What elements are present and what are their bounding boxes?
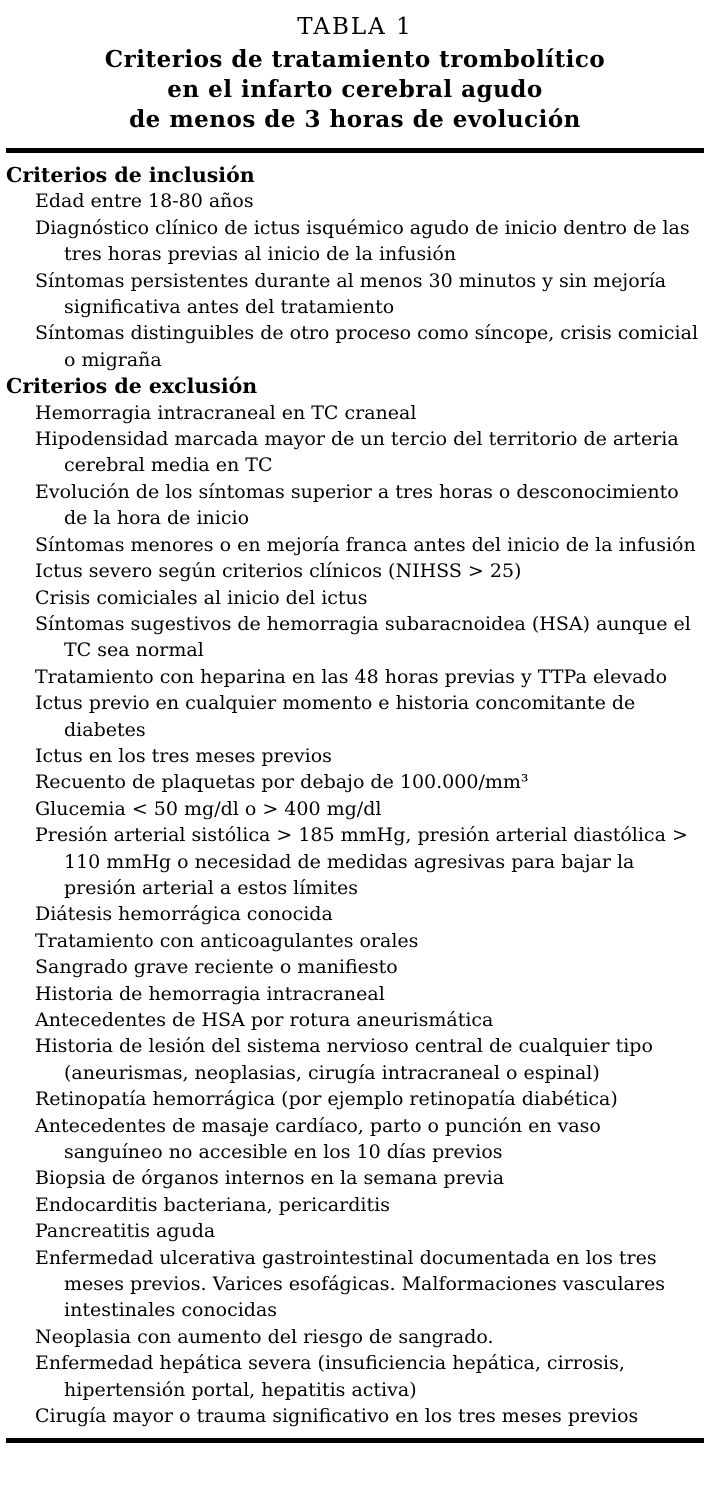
section-heading: Criterios de inclusión xyxy=(6,163,255,187)
criteria-item: Historia de hemorragia intracraneal xyxy=(35,982,385,1005)
criteria-item: Pancreatitis aguda xyxy=(35,1220,216,1243)
criteria-item: Síntomas menores o en mejoría franca antes del inicio de la infusión xyxy=(35,533,696,556)
criteria-item: Presión arterial sistólica > 185 mmHg, presión arterial diastólica > 110 mmHg o necesidad de medidas agresivas para bajar la presión arterial a estos límites xyxy=(35,824,688,899)
criteria-item: Diagnóstico clínico de ictus isquémico agudo de inicio dentro de las tres horas previas al inicio de la infusión xyxy=(35,216,690,266)
criteria-item: Hipodensidad marcada mayor de un tercio del territorio de arteria cerebral media en TC xyxy=(35,428,679,477)
criteria-item: Antecedentes de masaje cardíaco, parto o punción en vaso sanguíneo no accesible en los 10 días previos xyxy=(35,1114,601,1164)
criteria-item: Crisis comiciales al inicio del ictus xyxy=(35,586,368,609)
criteria-item: Neoplasia con aumento del riesgo de sangrado. xyxy=(35,1325,494,1348)
criteria-item: Tratamiento con anticoagulantes orales xyxy=(35,929,419,952)
criteria-item: Biopsia de órganos internos en la semana previa xyxy=(35,1167,505,1190)
criteria-item: Sangrado grave reciente o manifiesto xyxy=(35,956,398,979)
criteria-item: Síntomas sugestivos de hemorragia subaracnoidea (HSA) aunque el TC sea normal xyxy=(35,612,691,662)
table-title-line: de menos de 3 horas de evolución xyxy=(129,106,581,133)
criteria-sections xyxy=(6,162,704,1430)
criteria-item: Enfermedad hepática severa (insuficiencia hepática, cirrosis, hipertensión portal, hepatitis activa) xyxy=(35,1352,625,1401)
table-title-line: en el infarto cerebral agudo xyxy=(167,76,543,103)
bottom-rule xyxy=(6,1438,704,1443)
section-heading: Criterios de exclusión xyxy=(6,374,258,399)
criteria-item: Antecedentes de HSA por rotura aneurismática xyxy=(35,1009,494,1031)
criteria-item: Historia de lesión del sistema nervioso central de cualquier tipo (aneurismas, neoplasias, cirugía intracraneal o espinal) xyxy=(35,1035,653,1084)
criteria-item: Ictus previo en cualquier momento e historia concomitante de diabetes xyxy=(35,692,636,741)
criteria-item: Retinopatía hemorrágica (por ejemplo retinopatía diabética) xyxy=(35,1088,618,1111)
criteria-item: Edad entre 18-80 años xyxy=(35,190,254,213)
top-rule xyxy=(6,148,704,153)
criteria-item: Recuento de plaquetas por debajo de 100.000/mm³ xyxy=(35,771,529,794)
criteria-item: Cirugía mayor o trauma significativo en los tres meses previos xyxy=(35,1405,639,1428)
criteria-item: Síntomas persistentes durante al menos 30 minutos y sin mejoría significativa antes del tratamiento xyxy=(35,269,667,319)
criteria-item: Enfermedad ulcerativa gastrointestinal documentada en los tres meses previos. Varices esofágicas. Malformaciones vasculares intestinales conocidas xyxy=(35,1246,665,1322)
table-title-line: Criterios de tratamiento trombolítico xyxy=(104,46,606,73)
criteria-item: Síntomas distinguibles de otro proceso como síncope, crisis comicial o migraña xyxy=(35,322,699,371)
criteria-item: Glucemia < 50 mg/dl o > 400 mg/dl xyxy=(35,797,382,820)
criteria-item: Hemorragia intracraneal en TC craneal xyxy=(35,401,417,424)
criteria-item: Diátesis hemorrágica conocida xyxy=(35,903,333,926)
criteria-item: Tratamiento con heparina en las 48 horas previas y TTPa elevado xyxy=(35,665,668,688)
criteria-item: Ictus en los tres meses previos xyxy=(35,744,332,767)
table-caption: TABLA 1 xyxy=(297,14,413,40)
table-title xyxy=(6,45,704,135)
criteria-item: Evolución de los síntomas superior a tres horas o desconocimiento de la hora de inicio xyxy=(35,480,679,530)
criteria-item: Endocarditis bacteriana, pericarditis xyxy=(35,1193,390,1216)
criteria-item: Ictus severo según criterios clínicos (NIHSS > 25) xyxy=(35,560,522,583)
